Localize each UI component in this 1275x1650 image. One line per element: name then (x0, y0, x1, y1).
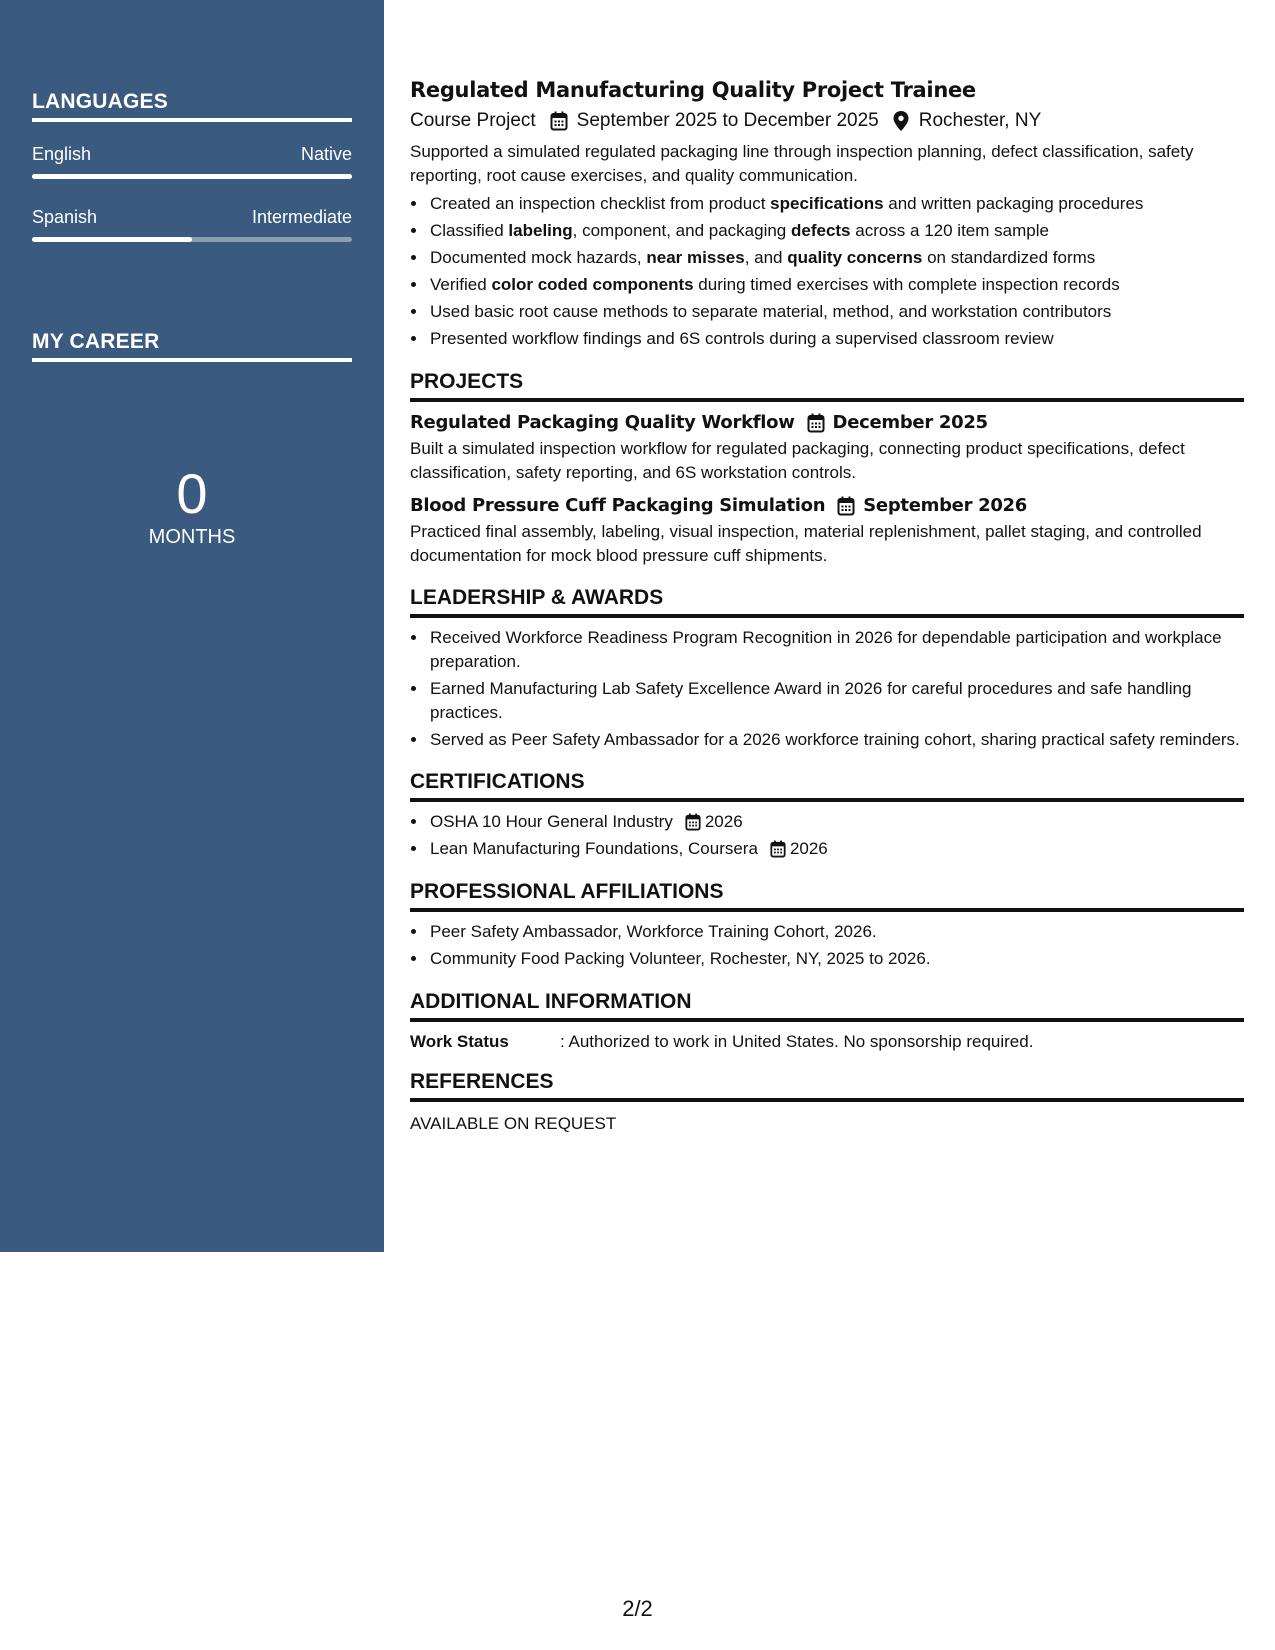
references-text: AVAILABLE ON REQUEST (410, 1114, 617, 1133)
list-item (428, 244, 1244, 271)
bullet-text: , and (744, 248, 788, 267)
list-item: • Earned Manufacturing Lab Safety Excellence Award in 2026 for careful procedures and safe handling practices. (428, 677, 1244, 725)
page-number: 2/2 (622, 1596, 653, 1621)
language-name: English (32, 144, 92, 164)
certifications-list (410, 808, 1244, 862)
language-level: Native (300, 144, 352, 164)
projects-heading: PROJECTS (410, 370, 1244, 402)
project-list (410, 412, 1244, 568)
project-title-row (410, 412, 1244, 433)
job-location: Rochester, NY (918, 110, 1042, 131)
list-item (428, 835, 1244, 862)
certifications-section (410, 770, 1244, 862)
job-meta (410, 110, 1244, 132)
project-date: December 2025 (832, 412, 988, 433)
bullet-text: Used basic root cause methods to separate material, method, and workstation contributors (430, 302, 1112, 321)
work-status-row (410, 1032, 1244, 1052)
list-item: • Served as Peer Safety Ambassador for a 2026 workforce training cohort, sharing practical safety reminders. (428, 728, 1244, 752)
additional-heading: ADDITIONAL INFORMATION (410, 990, 1244, 1022)
job-summary: Supported a simulated regulated packaging line through inspection planning, defect classification, safety reporting, root cause exercises, and quality communication. (410, 142, 1194, 185)
language-proficiency-fill (32, 237, 192, 242)
bullet-text: across a 120 item sample (850, 221, 1049, 240)
list-item: • Peer Safety Ambassador, Workforce Training Cohort, 2026. (428, 918, 1244, 945)
bullet-keyword: defects (790, 221, 851, 240)
calendar-icon (685, 813, 701, 831)
project-title: Blood Pressure Cuff Packaging Simulation (410, 495, 826, 516)
bullet-text: Created an inspection checklist from product (430, 194, 771, 213)
certification-name: • OSHA 10 Hour General Industry (430, 812, 673, 831)
language-proficiency-fill (32, 174, 352, 179)
certification-name: • Lean Manufacturing Foundations, Coursera (430, 839, 758, 858)
calendar-icon (770, 840, 786, 858)
project-title: Regulated Packaging Quality Workflow (410, 412, 795, 433)
experience-entry (410, 78, 1244, 352)
career-unit: MONTHS (148, 526, 236, 548)
work-status-label: Work Status (410, 1032, 509, 1051)
languages-heading: LANGUAGES (32, 90, 352, 122)
list-item (428, 325, 1244, 352)
affiliations-section (410, 880, 1244, 972)
bullet-text: , component, and packaging (572, 221, 791, 240)
project-description: Built a simulated inspection workflow for regulated packaging, connecting product specifications, defect classification, safety reporting, and 6S workstation controls. (410, 439, 1185, 482)
bullet-keyword: labeling (508, 221, 573, 240)
project-title-row (410, 495, 1244, 516)
awards-section (410, 586, 1244, 752)
list-item (428, 298, 1244, 325)
awards-heading: LEADERSHIP & AWARDS (410, 586, 1244, 618)
career-heading: MY CAREER (32, 330, 352, 362)
list-item (428, 808, 1244, 835)
language-proficiency-bar (32, 237, 352, 242)
calendar-icon (550, 111, 568, 131)
language-level: Intermediate (251, 207, 352, 227)
affiliations-list (410, 918, 1244, 972)
languages-section (32, 90, 352, 242)
project-date: September 2026 (863, 495, 1028, 516)
language-list (32, 144, 352, 242)
bullet-keyword: specifications (770, 194, 884, 213)
certification-year: 2026 (704, 812, 743, 831)
list-item: • Community Food Packing Volunteer, Rochester, NY, 2025 to 2026. (428, 945, 1244, 972)
job-org: Course Project (410, 110, 536, 131)
career-section (32, 330, 352, 548)
calendar-icon (837, 496, 855, 516)
additional-section (410, 990, 1244, 1052)
language-name: Spanish (32, 207, 98, 227)
bullet-text: and written packaging procedures (883, 194, 1144, 213)
project-description: Practiced final assembly, labeling, visual inspection, material replenishment, pallet staging, and controlled documentation for mock blood pressure cuff shipments. (410, 522, 1202, 565)
bullet-text: during timed exercises with complete inspection records (693, 275, 1120, 294)
list-item (428, 190, 1244, 217)
calendar-icon (807, 413, 825, 433)
bullet-text: Documented mock hazards, (430, 248, 647, 267)
list-item (428, 271, 1244, 298)
career-value: 0 (176, 462, 208, 525)
bullet-text: on standardized forms (922, 248, 1096, 267)
location-pin-icon (893, 111, 909, 131)
job-title: Regulated Manufacturing Quality Project Trainee (410, 78, 976, 102)
job-bullets (410, 190, 1244, 352)
bullet-text: Verified (430, 275, 492, 294)
list-item: • Received Workforce Readiness Program Recognition in 2026 for dependable participation and workplace preparation. (428, 626, 1244, 674)
language-row (32, 144, 352, 165)
list-item (428, 217, 1244, 244)
bullet-text: Classified (430, 221, 509, 240)
main-content (410, 78, 1244, 1134)
references-section (410, 1070, 1244, 1134)
certification-year: 2026 (789, 839, 828, 858)
projects-section (410, 370, 1244, 568)
sidebar (0, 0, 384, 1252)
affiliations-heading: PROFESSIONAL AFFILIATIONS (410, 880, 1244, 912)
certifications-heading: CERTIFICATIONS (410, 770, 1244, 802)
language-proficiency-bar (32, 174, 352, 179)
work-status-value: : Authorized to work in United States. No sponsorship required. (560, 1032, 1034, 1051)
references-heading: REFERENCES (410, 1070, 1244, 1102)
job-dates: September 2025 to December 2025 (576, 110, 879, 131)
bullet-keyword: color coded components (491, 275, 694, 294)
language-row (32, 207, 352, 228)
bullet-keyword: quality concerns (787, 248, 923, 267)
bullet-text: Presented workflow findings and 6S controls during a supervised classroom review (430, 329, 1054, 348)
awards-list (410, 626, 1244, 752)
bullet-keyword: near misses (646, 248, 745, 267)
